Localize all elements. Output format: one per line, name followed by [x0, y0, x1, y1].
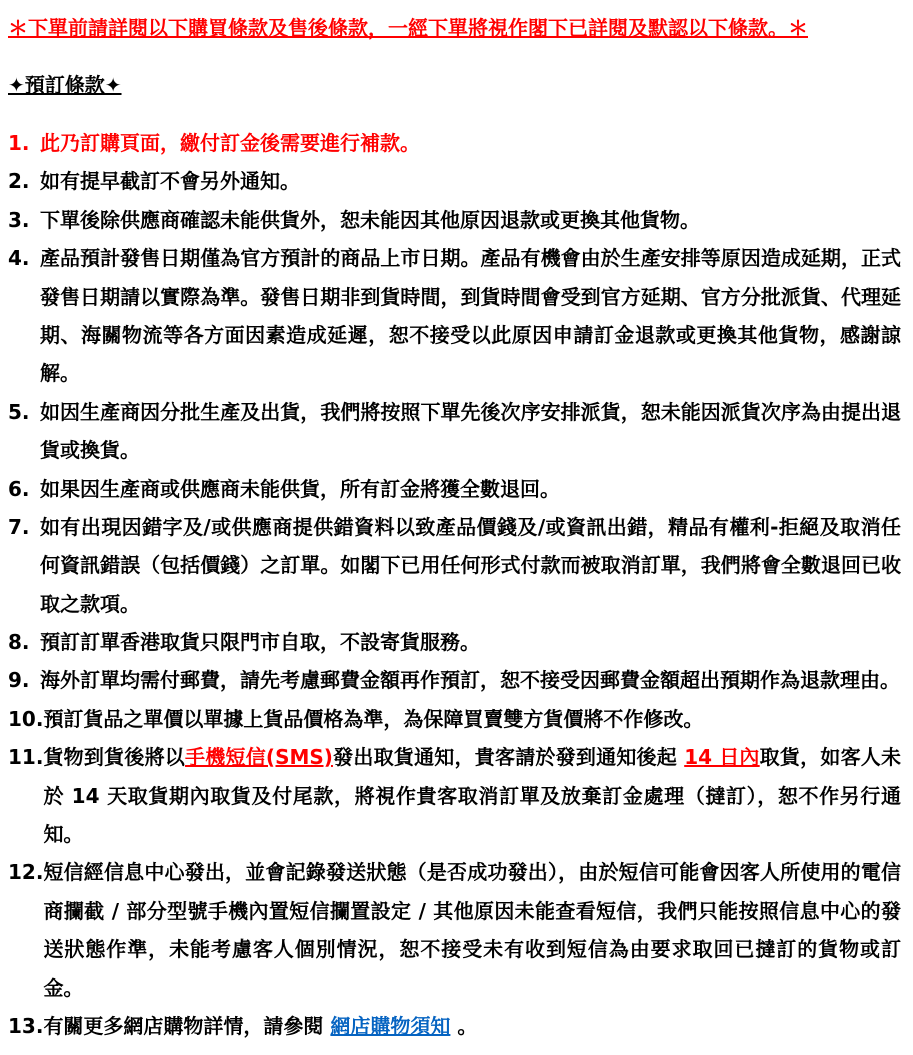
term-item-1 — [8, 124, 901, 162]
term-text — [40, 162, 901, 200]
term-number: 9. — [8, 668, 30, 693]
term-item-9 — [8, 661, 901, 699]
term-number: 4. — [8, 246, 30, 271]
term-segment: 如有出現因錯字及/或供應商提供錯資料以致產品價錢及/或資訊出錯，精品有權利-拒絕及取消任何資訊錯誤（包括價錢）之訂單。如閣下已用任何形式付款而被取消訂單，我們將會全數退回已收取之款項。 — [40, 514, 901, 616]
term-segment: 產品預計發售日期僅為官方預計的商品上市日期。產品有機會由於生產安排等原因造成延期，正式發售日期請以實際為準。發售日期非到貨時間，到貨時間會受到官方延期、官方分批派貨、代理延期、海關物流等各方面因素造成延遲，恕不接受以此原因申請訂金退款或更換其他貨物，感謝諒解。 — [40, 246, 901, 386]
term-text — [43, 853, 901, 1007]
term-segment: 貨物到貨後將以 — [43, 745, 186, 770]
term-segment: 短信經信息中心發出，並會記錄發送狀態（是否成功發出），由於短信可能會因客人所使用的電信商攔截 / 部分型號手機內置短信攔置設定 / 其他原因未能查看短信，我們只能按照信息中心的發送狀態作準，未能考慮客人個別情況，恕不接受未有收到短信為由要求取回已撻訂的貨物或訂金。 — [43, 860, 901, 1000]
term-number: 1. — [8, 131, 30, 155]
term-number: 10. — [8, 706, 44, 731]
term-text — [43, 1007, 901, 1045]
term-segment: 有關更多網店購物詳情，請參閱 — [43, 1013, 331, 1038]
term-segment: 海外訂單均需付郵費，請先考慮郵費金額再作預訂，恕不接受因郵費金額超出預期作為退款理由。 — [40, 668, 900, 693]
term-segment: 如有提早截訂不會另外通知。 — [40, 169, 300, 194]
term-segment: 預訂訂單香港取貨只限門市自取，不設寄貨服務。 — [40, 630, 480, 655]
sms-emphasis: 手機短信(SMS) — [185, 745, 333, 770]
term-item-6 — [8, 470, 901, 508]
term-segment: 下單後除供應商確認未能供貨外，恕未能因其他原因退款或更換其他貨物。 — [40, 207, 700, 232]
term-segment: 取貨，如客人未於 14 天取貨期內取貨及付尾款，將視作貴客取消訂單及放棄訂金處理（撻訂），恕不作另行通知。 — [43, 745, 902, 847]
term-item-3 — [8, 201, 901, 239]
pickup-deadline-emphasis: 14 日內 — [684, 745, 760, 770]
term-item-2 — [8, 162, 901, 200]
term-text — [40, 470, 901, 508]
purchase-terms-notice: ＊下單前請詳閱以下購買條款及售後條款，一經下單將視作閣下已詳閱及默認以下條款。＊ — [8, 16, 808, 40]
term-number: 3. — [8, 207, 30, 232]
term-item-13 — [8, 1007, 901, 1045]
term-text — [40, 508, 901, 623]
term-text — [40, 623, 901, 661]
term-item-12 — [8, 853, 901, 1007]
term-text — [40, 124, 901, 162]
term-item-11 — [8, 738, 901, 853]
term-segment: 如因生產商因分批生產及出貨，我們將按照下單先後次序安排派貨，恕未能因派貨次序為由提出退貨或換貨。 — [40, 399, 901, 463]
term-text — [43, 738, 901, 853]
term-segment: 。 — [450, 1013, 478, 1038]
term-number: 5. — [8, 399, 30, 424]
term-item-10 — [8, 700, 901, 738]
term-text — [40, 393, 901, 470]
term-number: 2. — [8, 169, 30, 194]
term-number: 12. — [8, 860, 44, 885]
term-number: 6. — [8, 476, 30, 501]
term-item-8 — [8, 623, 901, 661]
term-segment: 此乃訂購頁面，繳付訂金後需要進行補款。 — [40, 131, 420, 155]
term-number: 11. — [8, 745, 44, 770]
term-text — [40, 661, 901, 699]
preorder-terms-heading: ✦預訂條款✦ — [8, 73, 122, 97]
term-item-7 — [8, 508, 901, 623]
term-item-4 — [8, 239, 901, 393]
term-text — [40, 201, 901, 239]
term-item-5 — [8, 393, 901, 470]
term-segment: 如果因生產商或供應商未能供貨，所有訂金將獲全數退回。 — [40, 476, 560, 501]
term-number: 7. — [8, 514, 30, 539]
term-text — [40, 239, 901, 393]
term-number: 13. — [8, 1013, 44, 1038]
term-segment: 預訂貨品之單價以單據上貨品價格為準，為保障買賣雙方貨價將不作修改。 — [43, 706, 704, 731]
terms-list — [8, 124, 901, 1045]
term-number: 8. — [8, 630, 30, 655]
term-segment: 發出取貨通知，貴客請於發到通知後起 — [332, 745, 685, 770]
store-shopping-guide-link[interactable]: 網店購物須知 — [330, 1013, 451, 1038]
term-text — [43, 700, 901, 738]
